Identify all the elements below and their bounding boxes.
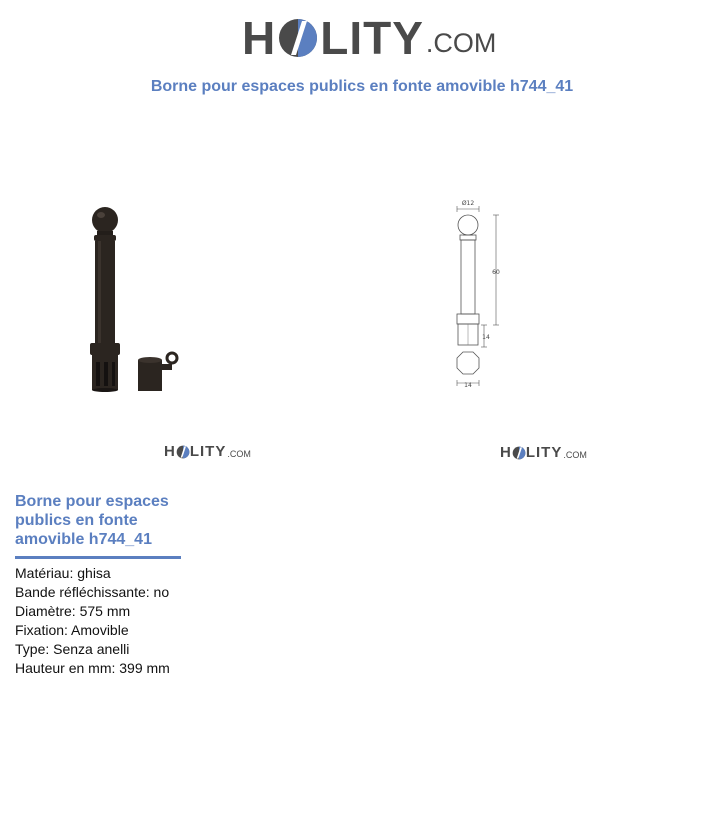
holity-logo-small [164, 443, 251, 461]
spec-item-diameter: Diamètre: 575 mm [15, 603, 131, 619]
dim-base-width: 14 [464, 382, 472, 389]
logo-suffix: .COM [227, 449, 251, 459]
spec-item-fixation: Fixation: Amovible [15, 622, 129, 638]
spec-item-height: Hauteur en mm: 399 mm [15, 660, 170, 676]
logo-text-right: LITY [189, 443, 227, 460]
product-photo [80, 200, 190, 400]
logo-text-left: H [242, 12, 277, 64]
spec-list [15, 564, 170, 678]
logo-text-right: LITY [320, 12, 424, 64]
spec-item-material: Matériau: ghisa [15, 565, 111, 581]
spec-item-reflective-band: Bande réfléchissante: no [15, 584, 170, 600]
technical-drawing [448, 195, 508, 395]
page-title: Borne pour espaces publics en fonte amovible h744_41 [150, 78, 574, 95]
logo-o-icon [512, 446, 526, 460]
logo-o-icon [176, 445, 190, 459]
logo-suffix: .COM [425, 28, 497, 58]
logo-suffix: .COM [563, 450, 587, 460]
logo-o-icon [277, 17, 319, 59]
dim-height: 60 [492, 269, 500, 276]
holity-logo[interactable] [242, 10, 496, 66]
logo-text-right: LITY [525, 444, 563, 461]
spec-heading: Borne pour espaces publics en fonte amovible h744_41 [15, 492, 181, 559]
logo-text-left: H [500, 444, 512, 461]
logo-text-left: H [164, 443, 176, 460]
dim-base-height: 14 [482, 334, 490, 341]
holity-logo-small [500, 444, 587, 462]
spec-item-type: Type: Senza anelli [15, 641, 130, 657]
dim-diameter-top: Ø12 [461, 200, 475, 207]
